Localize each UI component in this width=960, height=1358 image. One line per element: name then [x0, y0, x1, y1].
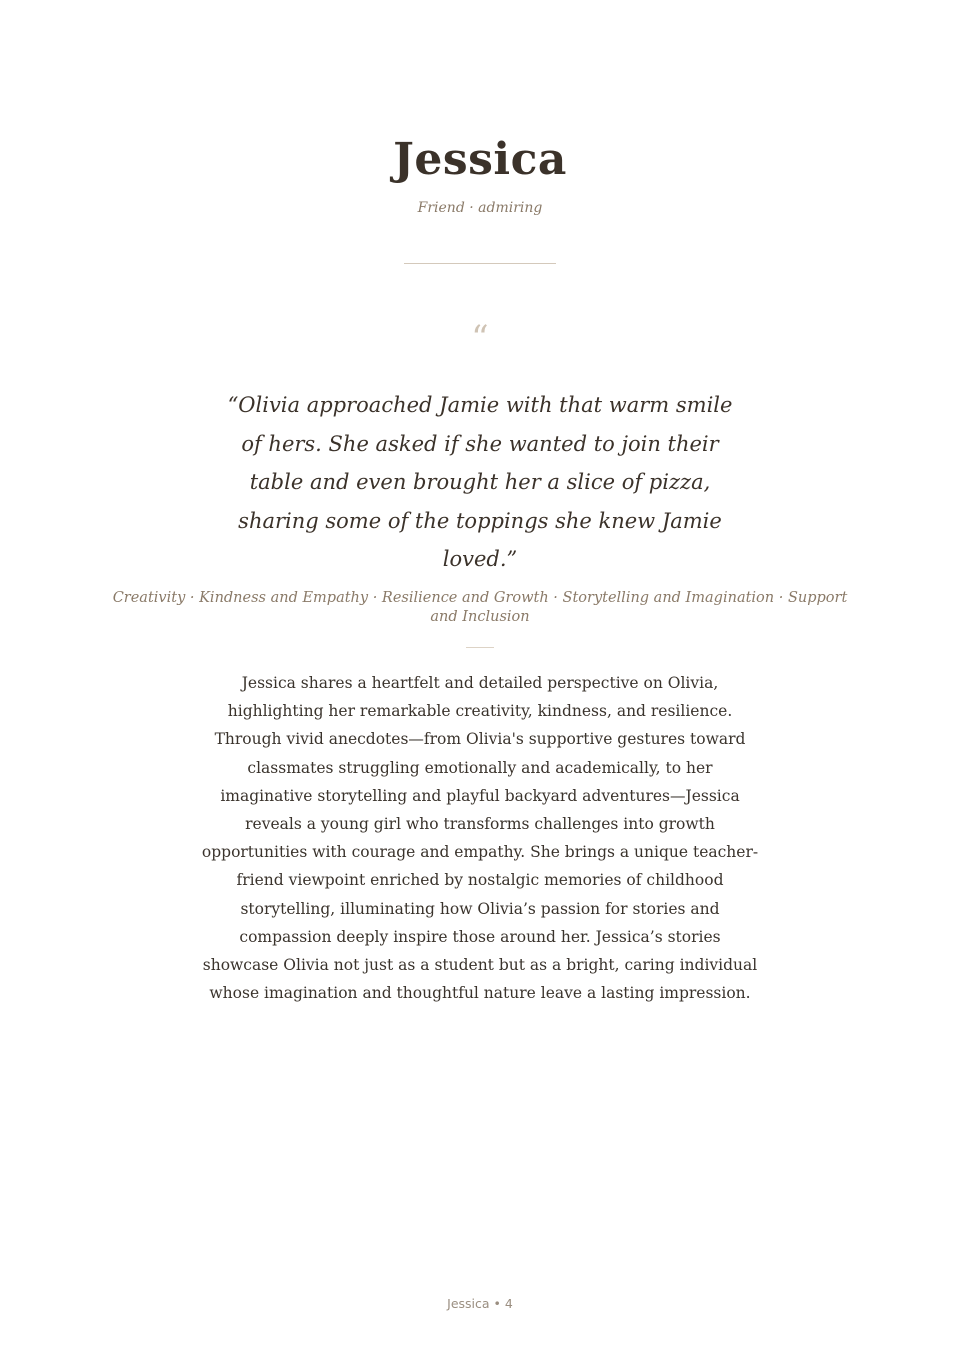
tags-divider — [466, 647, 494, 648]
quote-mark-icon: “ — [471, 318, 489, 358]
page-footer: Jessica • 4 — [447, 1296, 513, 1311]
summary-paragraph: Jessica shares a heartfelt and detailed perspective on Olivia, highlighting her remarkable creativity, kindness, and resilience. Through vivid anecdotes—from Olivia's supportive gestures toward classmates struggling emotionally and academically, to her imaginative storytelling and playful backyard adventures—Jessica reveals a young girl who transforms challenges into growth opportunities with courage and empathy. She brings a unique teacher-friend viewpoint enriched by nostalgic memories of childhood storytelling, illuminating how Olivia’s passion for stories and compassion deeply inspire those around her. Jessica’s stories showcase Olivia not just as a student but as a bright, caring individual whose imagination and thoughtful nature leave a lasting impression. — [201, 674, 759, 1003]
theme-tags: Creativity · Kindness and Empathy · Resilience and Growth · Storytelling and Imagination · Support and Inclusion — [112, 590, 848, 625]
relationship-subtitle: Friend · admiring — [417, 200, 543, 216]
title-divider — [404, 263, 556, 264]
page-title: Jessica — [393, 134, 567, 185]
pull-quote: “Olivia approached Jamie with that warm smile of hers. She asked if she wanted to join their table and even brought her a slice of pizza, sharing some of the toppings she knew Jamie loved.” — [227, 393, 733, 571]
